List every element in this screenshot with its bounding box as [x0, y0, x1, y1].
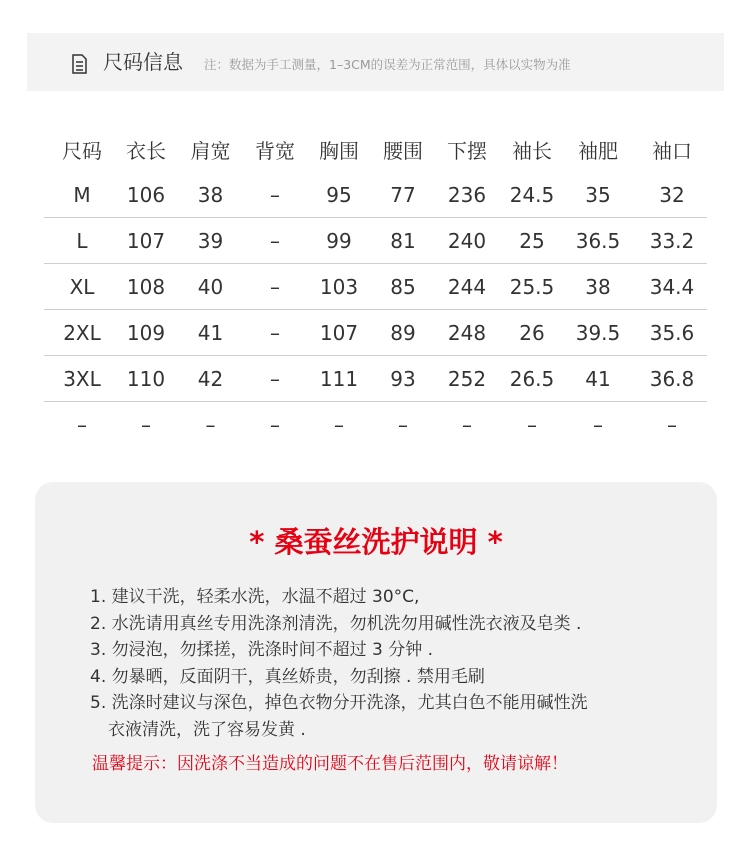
table-cell: 110	[120, 356, 172, 402]
table-cell: M	[44, 172, 120, 218]
column-header: 衣长	[126, 138, 166, 163]
table-cell: 106	[120, 172, 172, 218]
column-header: 肩宽	[190, 138, 231, 163]
table-cell: 252	[429, 356, 505, 402]
warm-tip: 温馨提示：因洗涤不当造成的问题不在售后范围内，敬请谅解！	[92, 754, 568, 774]
table-cell: 2XL	[44, 310, 120, 356]
table-cell: 244	[429, 264, 505, 310]
table-cell: 95	[301, 172, 377, 218]
table-cell: 81	[377, 218, 429, 264]
care-item: 2. 水洗请用真丝专用洗涤剂清洗，勿机洗勿用碱性洗衣液及皂类 .	[90, 613, 582, 634]
table-cell: XL	[44, 264, 120, 310]
table-cell: 38	[172, 172, 249, 218]
column-header: 下摆	[447, 138, 487, 163]
table-cell: 25.5	[505, 264, 559, 310]
table-cell: 111	[301, 356, 377, 402]
table-cell: –	[398, 412, 408, 437]
measurement-note: 注：数据为手工测量，1–3CM的误差为正常范围，具体以实物为准	[204, 57, 571, 72]
table-cell: 25	[505, 218, 559, 264]
care-item: 3. 勿浸泡，勿揉搓，洗涤时间不超过 3 分钟 .	[90, 640, 434, 660]
table-cell: 41	[559, 356, 637, 402]
table-cell: 39	[172, 218, 249, 264]
table-cell: L	[44, 218, 120, 264]
table-cell: –	[249, 218, 301, 264]
table-cell: 99	[301, 218, 377, 264]
table-cell: 248	[429, 310, 505, 356]
column-header: 胸围	[319, 138, 359, 163]
table-cell: 103	[301, 264, 377, 310]
table-row	[44, 356, 707, 402]
table-cell: 35	[559, 172, 637, 218]
table-cell: 39.5	[559, 310, 637, 356]
table-cell: 41	[172, 310, 249, 356]
table-row	[44, 310, 707, 356]
table-cell: –	[667, 412, 677, 437]
table-cell: –	[527, 412, 537, 437]
table-cell: –	[249, 172, 301, 218]
table-cell: –	[593, 412, 603, 437]
table-row	[44, 172, 707, 218]
table-cell: –	[141, 412, 151, 437]
table-cell: 109	[120, 310, 172, 356]
document-icon	[70, 54, 88, 74]
page-title: 尺码信息	[103, 50, 183, 74]
table-cell: –	[249, 310, 301, 356]
care-item: 衣液清洗，洗了容易发黄 .	[108, 719, 306, 740]
column-header: 腰围	[383, 138, 423, 163]
table-cell: 26	[505, 310, 559, 356]
table-cell: –	[249, 264, 301, 310]
table-cell: 3XL	[44, 356, 120, 402]
care-list	[90, 584, 690, 743]
table-cell: 26.5	[505, 356, 559, 402]
table-cell: 35.6	[637, 310, 707, 356]
table-cell: 85	[377, 264, 429, 310]
table-cell: 107	[120, 218, 172, 264]
column-header: 袖长	[512, 138, 552, 163]
care-item: 5. 洗涤时建议与深色，掉色衣物分开洗涤，尤其白色不能用碱性洗	[90, 693, 588, 713]
table-row	[44, 264, 707, 310]
table-cell: 32	[637, 172, 707, 218]
care-item: 4. 勿暴晒，反面阴干，真丝娇贵，勿刮擦 . 禁用毛刷	[90, 666, 485, 687]
table-cell: 93	[377, 356, 429, 402]
table-cell: –	[462, 412, 472, 437]
table-cell: 107	[301, 310, 377, 356]
table-cell: 236	[429, 172, 505, 218]
table-cell: 108	[120, 264, 172, 310]
table-cell: –	[77, 412, 87, 437]
table-cell: 42	[172, 356, 249, 402]
table-cell: 38	[559, 264, 637, 310]
column-header: 背宽	[255, 138, 295, 163]
table-cell: 36.5	[559, 218, 637, 264]
table-cell: –	[334, 412, 344, 437]
table-cell: –	[270, 412, 280, 437]
column-header: 袖口	[652, 138, 692, 163]
column-header: 尺码	[62, 138, 102, 163]
table-row	[44, 402, 707, 448]
size-table	[44, 126, 707, 447]
table-cell: 33.2	[637, 218, 707, 264]
table-cell: 24.5	[505, 172, 559, 218]
care-instructions-panel	[35, 482, 717, 823]
table-cell: 77	[377, 172, 429, 218]
table-cell: 89	[377, 310, 429, 356]
table-cell: 240	[429, 218, 505, 264]
care-title: * 桑蚕丝洗护说明 *	[249, 525, 503, 559]
column-header: 袖肥	[578, 138, 618, 163]
table-cell: 40	[172, 264, 249, 310]
table-row	[44, 218, 707, 264]
table-header-row	[44, 126, 707, 172]
table-cell: –	[205, 412, 216, 437]
table-cell: 36.8	[637, 356, 707, 402]
table-cell: 34.4	[637, 264, 707, 310]
care-item: 1. 建议干洗，轻柔水洗，水温不超过 30°C,	[90, 587, 420, 607]
table-cell: –	[249, 356, 301, 402]
size-info-header	[27, 33, 724, 91]
